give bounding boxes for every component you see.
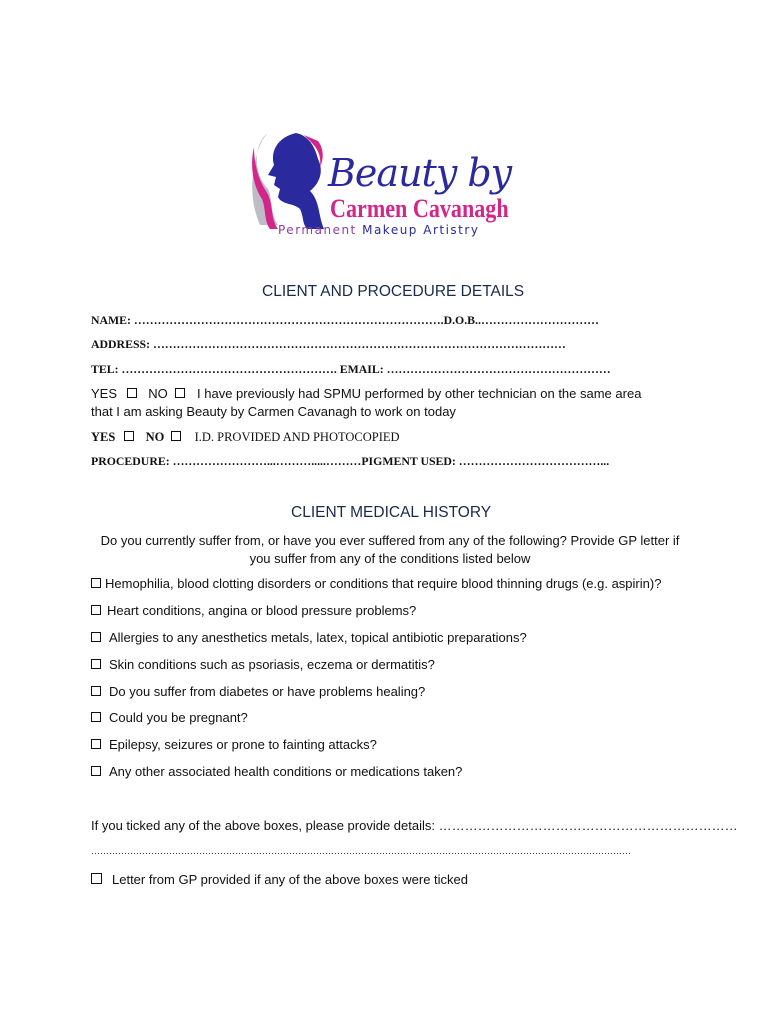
gp-letter-item xyxy=(91,872,468,887)
spmu-yes-label: YES xyxy=(91,386,118,401)
spmu-no-label: NO xyxy=(148,386,168,401)
logo-tagline xyxy=(278,223,479,237)
condition-item xyxy=(91,737,377,752)
procedure-pigment-field[interactable]: PROCEDURE: ……………………...……….....………PIGMENT USED: ………………………………... xyxy=(91,454,610,468)
client-details-heading: CLIENT AND PROCEDURE DETAILS xyxy=(262,283,525,300)
condition-text: Skin conditions such as psoriasis, eczema or dermatitis? xyxy=(109,657,435,672)
spmu-question xyxy=(91,386,641,401)
condition-checkbox[interactable] xyxy=(91,578,101,588)
condition-item xyxy=(91,576,661,591)
company-logo xyxy=(248,129,528,249)
condition-text: Epilepsy, seizures or prone to fainting attacks? xyxy=(109,737,377,752)
id-question xyxy=(91,430,400,445)
condition-item xyxy=(91,684,425,699)
id-yes-label: YES xyxy=(91,430,116,444)
address-field[interactable]: ADDRESS: …………………………………………………………………………………………… xyxy=(91,337,566,351)
logo-tag-part2: Makeup Artistry xyxy=(362,223,480,237)
id-no-checkbox[interactable] xyxy=(171,431,181,441)
condition-checkbox[interactable] xyxy=(91,739,101,749)
condition-text: Do you suffer from diabetes or have problems healing? xyxy=(109,684,426,699)
condition-text: Any other associated health conditions or medications taken? xyxy=(109,764,463,779)
condition-checkbox[interactable] xyxy=(91,686,101,696)
gp-letter-checkbox[interactable] xyxy=(91,873,102,884)
tel-email-field[interactable]: TEL: ………………………………………………. EMAIL: ………………………………………………… xyxy=(91,362,611,376)
name-dob-field[interactable]: NAME: …………………………………………………………………….D.O.B..………………………… xyxy=(91,313,599,327)
condition-text: Allergies to any anesthetics metals, latex, topical antibiotic preparations? xyxy=(109,630,527,645)
condition-checkbox[interactable] xyxy=(91,605,101,615)
condition-item xyxy=(91,764,462,779)
medical-history-heading: CLIENT MEDICAL HISTORY xyxy=(291,504,492,521)
condition-checkbox[interactable] xyxy=(91,659,101,669)
details-dotted-line[interactable]: ……………………………………………………………………………………………………………………………………………………………… xyxy=(91,846,631,856)
condition-checkbox[interactable] xyxy=(91,766,101,776)
condition-checkbox[interactable] xyxy=(91,632,101,642)
id-text: I.D. PROVIDED AND PHOTOCOPIED xyxy=(194,430,400,444)
spmu-text-line2: that I am asking Beauty by Carmen Cavanagh to work on today xyxy=(91,404,456,419)
spmu-no-checkbox[interactable] xyxy=(175,388,185,398)
logo-tag-part1: Permanent xyxy=(278,223,357,237)
condition-checkbox[interactable] xyxy=(91,712,101,722)
condition-item xyxy=(91,603,416,618)
medical-intro-line1: Do you currently suffer from, or have you ever suffered from any of the following? Provide GP letter if xyxy=(100,533,680,548)
condition-item xyxy=(91,657,435,672)
gp-letter-text: Letter from GP provided if any of the above boxes were ticked xyxy=(112,872,469,887)
logo-name-text: Carmen Cavanagh xyxy=(330,194,509,223)
condition-item xyxy=(91,630,527,645)
medical-intro-line2: you suffer from any of the conditions listed below xyxy=(249,551,531,566)
condition-text: Hemophilia, blood clotting disorders or conditions that require blood thinning drugs (e.g. aspirin)? xyxy=(105,576,662,591)
details-field[interactable]: If you ticked any of the above boxes, please provide details: …………………………………………………………… xyxy=(91,818,738,833)
spmu-yes-checkbox[interactable] xyxy=(127,388,137,398)
spmu-text-line1: I have previously had SPMU performed by other technician on the same area xyxy=(197,386,642,401)
id-no-label: NO xyxy=(145,430,165,444)
id-yes-checkbox[interactable] xyxy=(124,431,134,441)
logo-script-text: Beauty by xyxy=(328,151,512,195)
medical-intro xyxy=(90,532,690,568)
condition-text: Heart conditions, angina or blood pressure problems? xyxy=(107,603,417,618)
condition-item xyxy=(91,710,248,725)
condition-text: Could you be pregnant? xyxy=(109,710,248,725)
